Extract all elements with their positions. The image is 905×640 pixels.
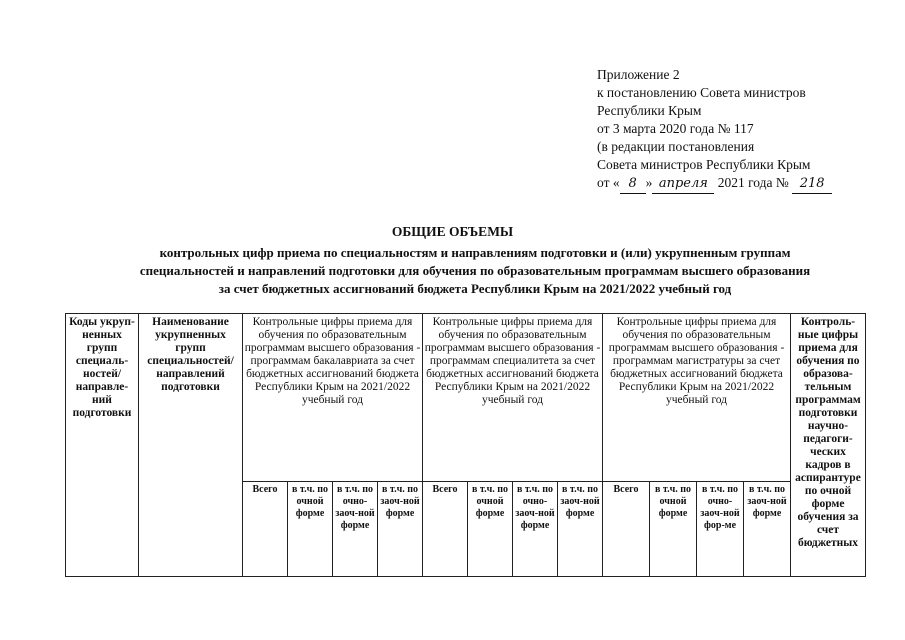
document-title: ОБЩИЕ ОБЪЕМЫ: [391, 224, 514, 239]
appendix-line: Приложение 2: [597, 67, 680, 82]
header-master: Контрольные цифры приема для обучения по образовательным программам высшего образования - программам магистратуры за счет бюджетных ассигнований бюджета Республики Крым на 2021/2022 учебный год: [603, 314, 791, 482]
sub-total: Всего: [603, 482, 650, 577]
appendix-line: Республики Крым: [597, 103, 702, 118]
quota-table: [65, 313, 866, 577]
handwritten-number: 218: [792, 175, 832, 194]
appendix-line: Совета министров Республики Крым: [597, 157, 811, 172]
appendix-line: (в редакции постановления: [597, 139, 755, 154]
sub-extramural: в т.ч. по заоч-ной форме: [378, 482, 423, 577]
header-name: Наименование укрупненных групп специальностей/ направлений подготовки: [139, 314, 243, 577]
sub-part-time: в т.ч. по очно-заоч-ной фор-ме: [697, 482, 744, 577]
date-mid: »: [645, 175, 653, 190]
subtitle-line: специальностей и направлений подготовки для обучения по образовательным программам высшего образования: [139, 263, 811, 278]
handwritten-day: 8: [620, 175, 646, 194]
date-year: 2021 года №: [717, 175, 789, 190]
appendix-line: к постановлению Совета министров: [597, 85, 806, 100]
sub-full-time: в т.ч. по очной форме: [468, 482, 513, 577]
subtitle-line: за счет бюджетных ассигнований бюджета Республики Крым на 2021/2022 учебный год: [218, 281, 732, 296]
sub-full-time: в т.ч. по очной форме: [650, 482, 697, 577]
appendix-line: от 3 марта 2020 года № 117: [597, 121, 754, 136]
header-specialist: Контрольные цифры приема для обучения по образовательным программам высшего образования - программам специалитета за счет бюджетных ассигнований бюджета Республики Крым на 2021/2022 учебный год: [423, 314, 603, 482]
appendix-date-line: [597, 174, 832, 194]
appendix-block: [597, 66, 832, 194]
date-prefix: от «: [597, 175, 620, 190]
header-codes: Коды укруп-ненных групп специаль-ностей/ направле-ний подготовки: [66, 314, 139, 577]
sub-total: Всего: [243, 482, 288, 577]
sub-part-time: в т.ч. по очно-заоч-ной форме: [513, 482, 558, 577]
sub-extramural: в т.ч. по заоч-ной форме: [744, 482, 791, 577]
sub-total: Всего: [423, 482, 468, 577]
handwritten-month: апреля: [652, 175, 714, 194]
header-postgrad: Контроль-ные цифры приема для обучения по образова-тельным программам подготовки научно-педагоги-ческих кадров в аспирантуре по очной форме обучения за счет бюджетных: [791, 314, 866, 577]
header-bachelor: Контрольные цифры приема для обучения по образовательным программам высшего образования - программам бакалавриата за счет бюджетных ассигнований бюджета Республики Крым на 2021/2022 учебный год: [243, 314, 423, 482]
subtitle-line: контрольных цифр приема по специальностям и направлениям подготовки и (или) укрупненным группам: [159, 245, 791, 260]
sub-part-time: в т.ч. по очно-заоч-ной форме: [333, 482, 378, 577]
sub-extramural: в т.ч. по заоч-ной форме: [558, 482, 603, 577]
sub-full-time: в т.ч. по очной форме: [288, 482, 333, 577]
document-subtitle: [60, 244, 890, 298]
